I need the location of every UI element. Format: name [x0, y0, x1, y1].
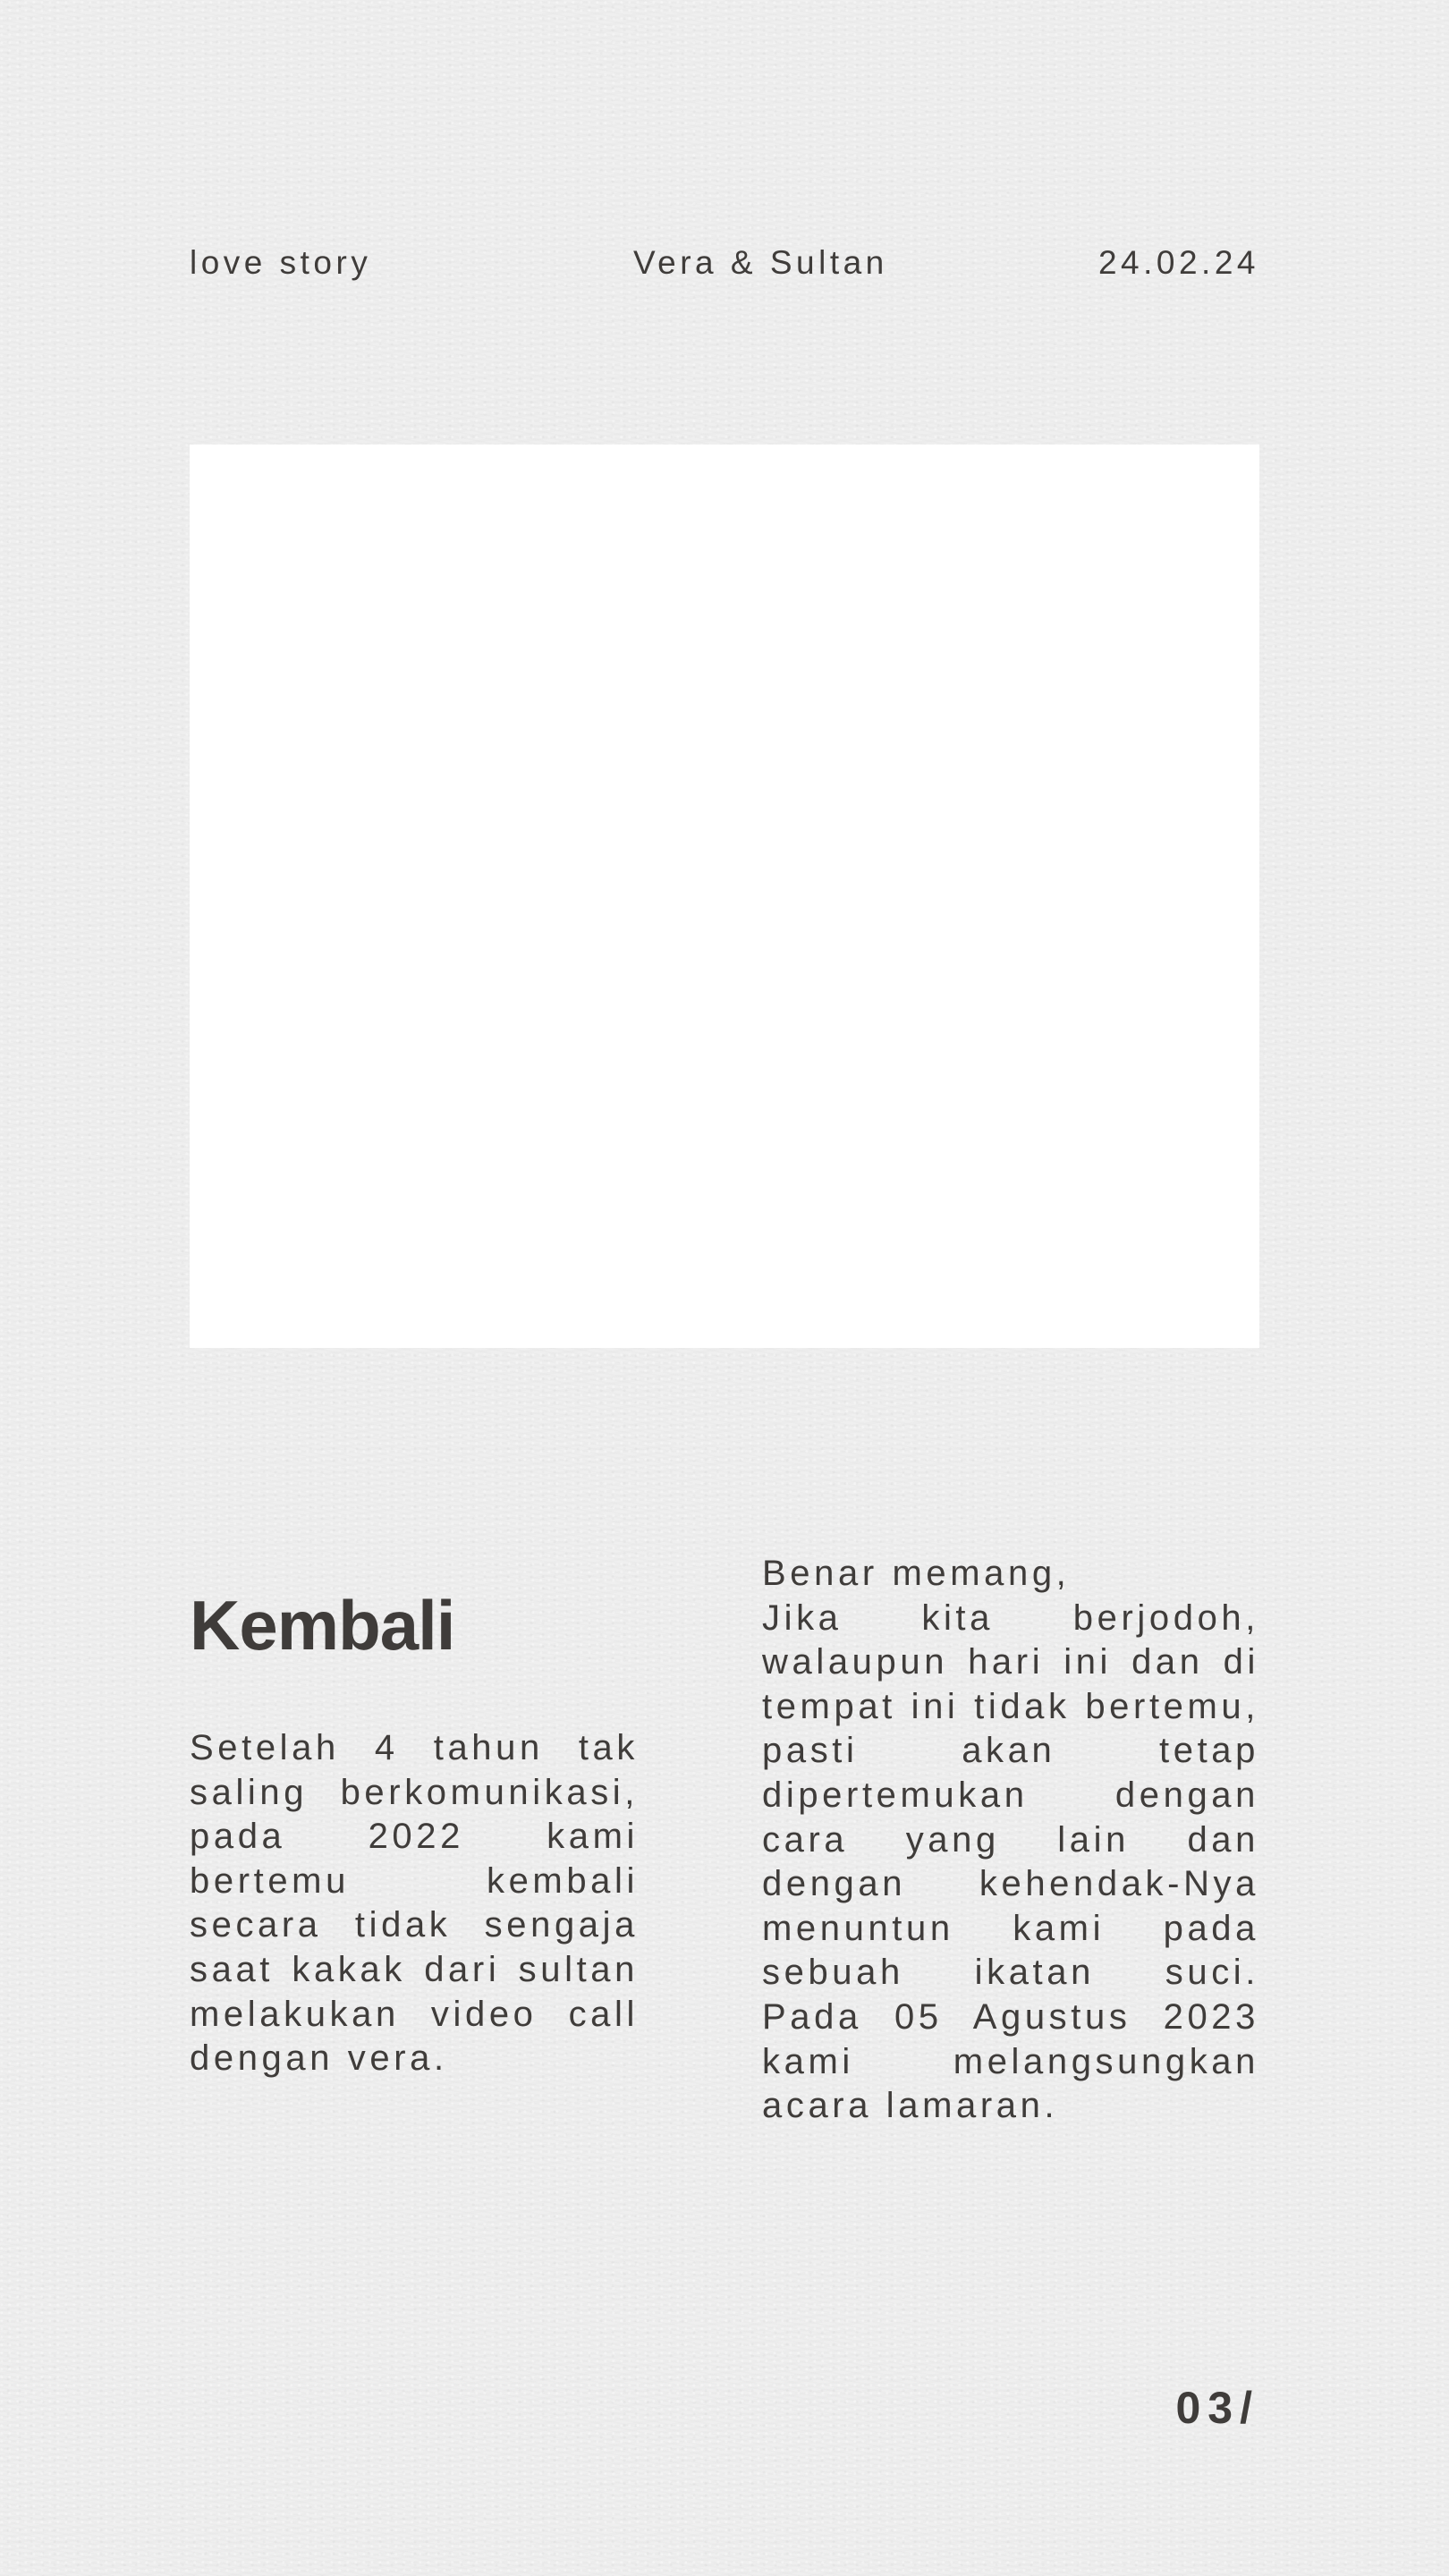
story-paragraph-right [762, 1552, 1259, 2129]
page-number: 03/ [1175, 2383, 1259, 2433]
header-label-couple-names: Vera & Sultan [633, 244, 888, 281]
story-paragraph-left: Setelah 4 tahun tak saling berkomunikasi, pada 2022 kami bertemu kembali secara tidak sengaja saat kakak dari sultan melakukan video call dengan vera. [190, 1728, 639, 2079]
header-label-love-story: love story [190, 244, 372, 281]
section-title: Kembali [190, 1586, 455, 1665]
header-label-date: 24.02.24 [1097, 244, 1259, 281]
story-paragraph-right-body: Jika kita berjodoh, walaupun hari ini dan di tempat ini tidak bertemu, pasti akan tetap dipertemukan dengan cara yang lain dan dengan kehendak-Nya menuntun kami pada sebuah ikatan suci. Pada 05 Agustus 2023 kami melangsungkan acara lamaran. [762, 1597, 1259, 2126]
photo-placeholder [190, 445, 1259, 1348]
story-paragraph-right-intro: Benar memang, [762, 1554, 1071, 1593]
